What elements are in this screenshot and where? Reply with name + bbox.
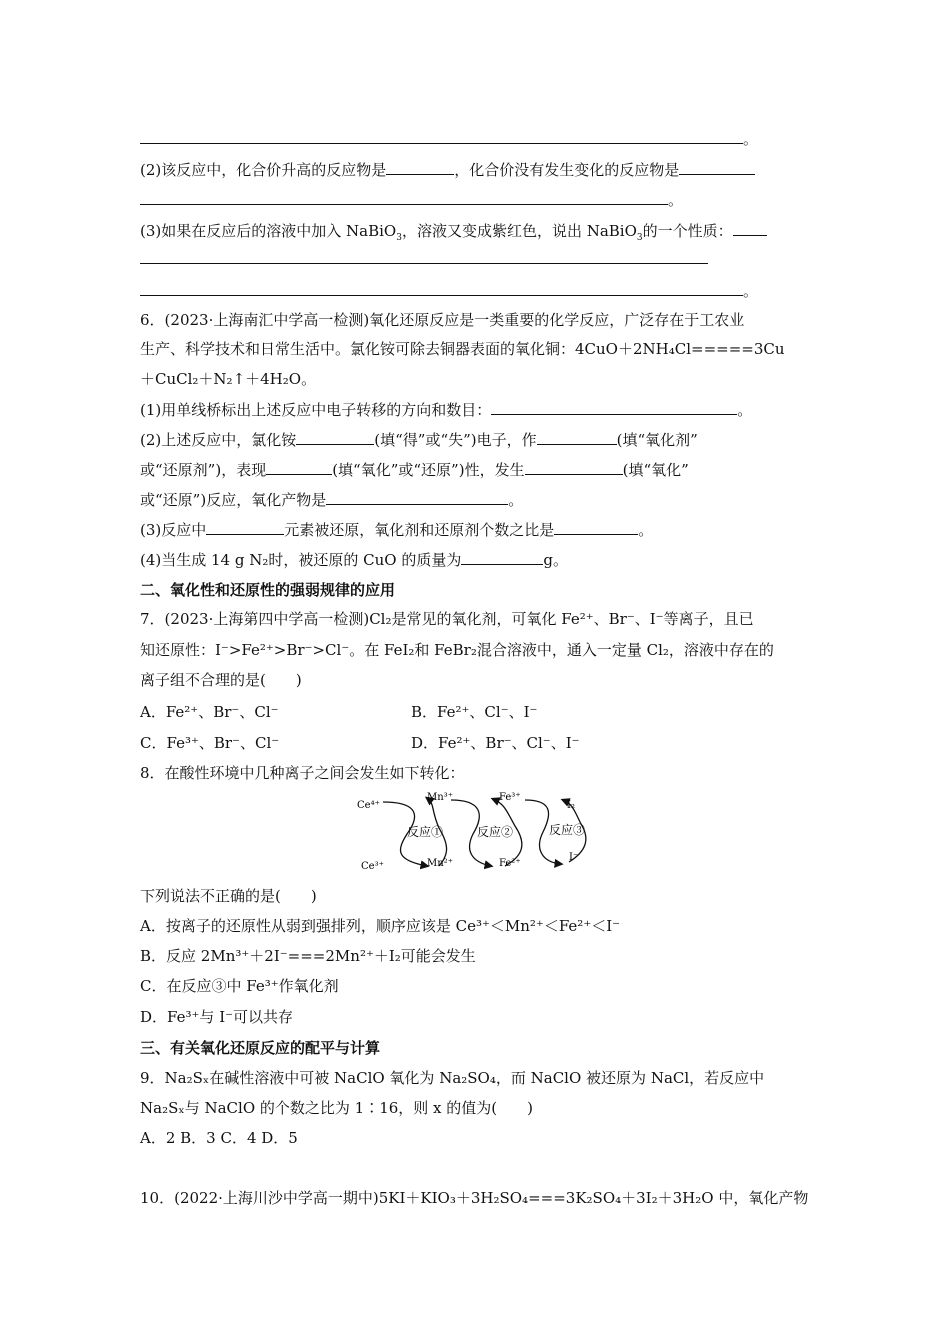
- q5-part-3: (3)如果在反应后的溶液中加入 NaBiO$_3$，溶液又变成紫红色，说出 NaBiO$_3$的一个性质：: [140, 220, 767, 241]
- answer-blank[interactable]: [140, 128, 743, 144]
- q8-option-c[interactable]: C．在反应③中 Fe³⁺作氧化剂: [140, 977, 339, 995]
- option-c[interactable]: C．Fe³⁺、Br⁻、Cl⁻: [140, 734, 280, 752]
- answer-blank[interactable]: [266, 459, 332, 475]
- label-mn2: Mn²⁺: [427, 858, 453, 869]
- answer-blank[interactable]: [326, 489, 508, 505]
- q6-part-2-line-3: 或“还原”)反应，氧化产物是 。: [140, 491, 524, 509]
- q7-options-row-2: [140, 733, 740, 753]
- section-heading-2: 二、氧化性和还原性的强弱规律的应用: [140, 581, 396, 599]
- answer-blank[interactable]: [525, 459, 623, 475]
- q6-part-2-line-1: (2)上述反应中，氯化铵 (填“得”或“失”)电子，作 (填“氧化剂”: [140, 431, 698, 449]
- answer-blank[interactable]: [140, 189, 668, 205]
- q6-part-4: (4)当生成 14 g N₂时，被还原的 CuO 的质量为 g。: [140, 551, 568, 569]
- option-d[interactable]: D．Fe²⁺、Br⁻、Cl⁻、I⁻: [411, 734, 580, 752]
- label-ce3: Ce³⁺: [361, 861, 384, 872]
- ion-conversion-diagram: [355, 786, 595, 878]
- label-fe2: Fe²⁺: [499, 858, 521, 869]
- option-a[interactable]: A．Fe²⁺、Br⁻、Cl⁻: [140, 703, 279, 721]
- q10-stem-line-1: 10．(2022·上海川沙中学高一期中)5KI＋KIO₃＋3H₂SO₄===3K₂SO₄＋3I₂＋3H₂O 中，氧化产物: [140, 1189, 809, 1207]
- answer-blank[interactable]: [140, 248, 708, 264]
- label-reaction-1: 反应①: [407, 825, 444, 839]
- answer-blank[interactable]: [679, 159, 755, 175]
- option-b[interactable]: B．Fe²⁺、Cl⁻、I⁻: [411, 703, 538, 721]
- q6-part-1: (1)用单线桥标出上述反应中电子转移的方向和数目： 。: [140, 401, 753, 419]
- q9-stem-line-2: Na₂Sₓ与 NaClO 的个数之比为 1∶16，则 x 的值为( ): [140, 1099, 533, 1117]
- q5-answer-line-1: 。: [140, 128, 758, 149]
- q5-answer-line-3: [140, 248, 708, 269]
- answer-blank[interactable]: [733, 220, 767, 236]
- label-i2: I₂: [567, 800, 575, 811]
- q6-stem-line-2: 生产、科学技术和日常生活中。氯化铵可除去铜器表面的氧化铜：4CuO＋2NH₄Cl=====3Cu: [140, 340, 785, 358]
- q6-part-3: (3)反应中 元素被还原，氧化剂和还原剂个数之比是 。: [140, 521, 654, 539]
- q6-stem-line-1: 6．(2023·上海南汇中学高一检测)氧化还原反应是一类重要的化学反应，广泛存在于工农业: [140, 311, 745, 329]
- answer-blank[interactable]: [537, 429, 617, 445]
- q7-stem-line-3: 离子组不合理的是( ): [140, 671, 302, 689]
- answer-blank[interactable]: [491, 399, 737, 415]
- q8-stem: 8．在酸性环境中几种离子之间会发生如下转化：: [140, 764, 465, 782]
- q8-option-b[interactable]: B．反应 2Mn³⁺＋2I⁻===2Mn²⁺＋I₂可能会发生: [140, 947, 476, 965]
- label-mn3: Mn³⁺: [427, 792, 453, 803]
- q7-options-row-1: [140, 702, 740, 722]
- q8-option-a[interactable]: A．按离子的还原性从弱到强排列，顺序应该是 Ce³⁺＜Mn²⁺＜Fe²⁺＜I⁻: [140, 917, 621, 935]
- q5-answer-line-4: 。: [140, 280, 758, 301]
- label-i-minus: I⁻: [569, 852, 579, 863]
- q7-stem-line-2: 知还原性：I⁻>Fe²⁺>Br⁻>Cl⁻。在 FeI₂和 FeBr₂混合溶液中，通入一定量 Cl₂，溶液中存在的: [140, 641, 774, 659]
- q8-question: 下列说法不正确的是( ): [140, 887, 317, 905]
- q6-stem-line-3: ＋CuCl₂＋N₂↑＋4H₂O。: [140, 370, 317, 388]
- q9-options[interactable]: A．2 B．3 C．4 D．5: [140, 1129, 298, 1147]
- label-reaction-2: 反应②: [477, 825, 514, 839]
- answer-blank[interactable]: [140, 280, 743, 296]
- label-fe3: Fe³⁺: [499, 792, 521, 803]
- answer-blank[interactable]: [386, 159, 454, 175]
- label-reaction-3: 反应③: [549, 823, 586, 837]
- section-heading-3: 三、有关氧化还原反应的配平与计算: [140, 1039, 381, 1057]
- answer-blank[interactable]: [461, 549, 543, 565]
- q8-option-d[interactable]: D．Fe³⁺与 I⁻可以共存: [140, 1008, 294, 1026]
- q5-part-2: (2)该反应中，化合价升高的反应物是 ，化合价没有发生变化的反应物是: [140, 159, 755, 180]
- q9-stem-line-1: 9．Na₂Sₓ在碱性溶液中可被 NaClO 氧化为 Na₂SO₄，而 NaClO 被还原为 NaCl，若反应中: [140, 1069, 765, 1087]
- q6-part-2-line-2: 或“还原剂”)，表现 (填“氧化”或“还原”)性，发生 (填“氧化”: [140, 461, 689, 479]
- answer-blank[interactable]: [296, 429, 374, 445]
- label-ce4: Ce⁴⁺: [357, 800, 380, 811]
- answer-blank[interactable]: [554, 519, 638, 535]
- answer-blank[interactable]: [206, 519, 284, 535]
- q5-answer-line-2: 。: [140, 189, 683, 210]
- q7-stem-line-1: 7．(2023·上海第四中学高一检测)Cl₂是常见的氧化剂，可氧化 Fe²⁺、Br⁻、I⁻等离子，且已: [140, 610, 754, 628]
